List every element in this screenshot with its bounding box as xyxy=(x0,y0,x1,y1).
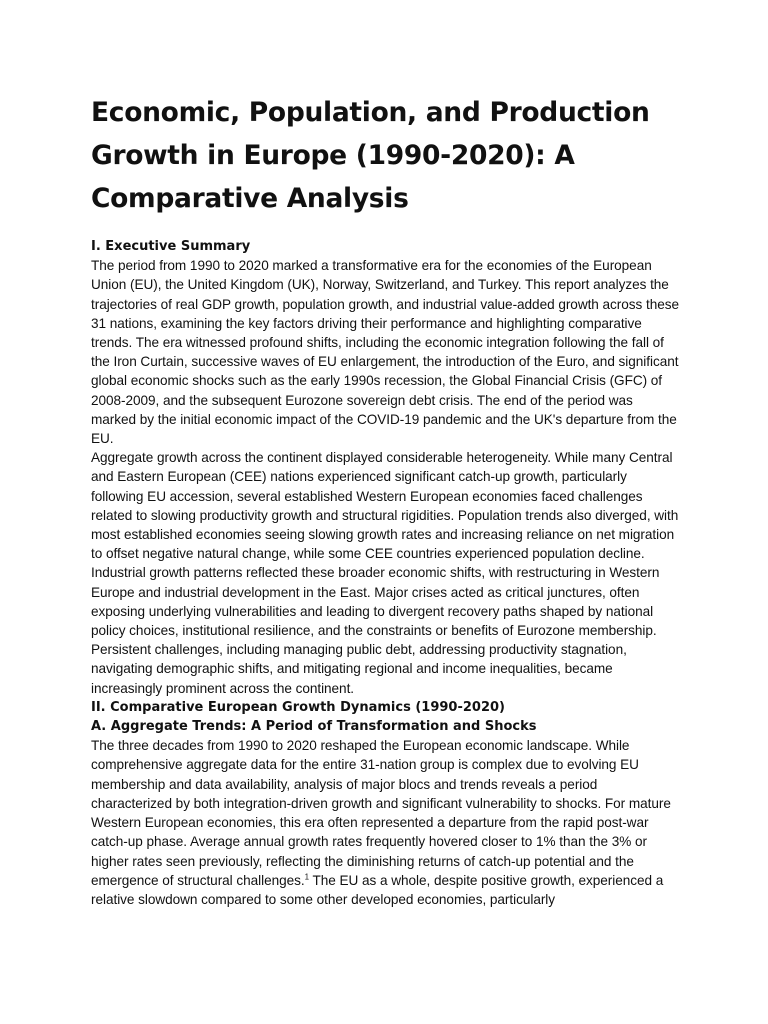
paragraph xyxy=(91,736,681,909)
document-title: Economic, Population, and Production Growth in Europe (1990-2020): A Comparative Analysis xyxy=(91,97,650,214)
paragraph: Aggregate growth across the continent displayed considerable heterogeneity. While many Central and Eastern European (CEE) nations experienced significant catch-up growth, particularly following EU accession, several established Western European economies faced challenges related to slowing productivity growth and structural rigidities. Population trends also diverged, with most established economies seeing slowing growth rates and increasing reliance on net migration to offset negative natural change, while some CEE countries experienced population decline. Industrial growth patterns reflected these broader economic shifts, with restructuring in Western Europe and industrial development in the East. Major crises acted as critical junctures, often exposing underlying vulnerabilities and leading to divergent recovery paths shaped by national policy choices, institutional resilience, and the constraints or benefits of Eurozone membership. Persistent challenges, including managing public debt, addressing productivity stagnation, navigating demographic shifts, and mitigating regional and income inequalities, became increasingly prominent across the continent. xyxy=(91,450,679,696)
section-heading-growth-dynamics: II. Comparative European Growth Dynamics (1990-2020) xyxy=(91,699,505,715)
paragraph-text: The EU as a whole, despite positive growth, experienced a relative slowdown compared to some other developed economies, particularly xyxy=(91,872,664,907)
paragraph-text: The three decades from 1990 to 2020 reshaped the European economic landscape. While comprehensive aggregate data for the entire 31-nation group is complex due to evolving EU membership and data availability, analysis of major blocs and trends reveals a period characterized by both integration-driven growth and significant vulnerability to shocks. For mature Western European economies, this era often represented a departure from the rapid post-war catch-up phase. Average annual growth rates frequently hovered closer to 1% than the 3% or higher rates seen previously, reflecting the diminishing returns of catch-up potential and the emergence of structural challenges. xyxy=(91,738,671,888)
section-heading-executive-summary: I. Executive Summary xyxy=(91,239,251,254)
subsection-heading-aggregate-trends: A. Aggregate Trends: A Period of Transformation and Shocks xyxy=(91,719,537,735)
paragraph: The period from 1990 to 2020 marked a transformative era for the economies of the European Union (EU), the United Kingdom (UK), Norway, Switzerland, and Turkey. This report analyzes the trajectories of real GDP growth, population growth, and industrial value-added growth across these 31 nations, examining the key factors driving their performance and highlighting comparative trends. The era witnessed profound shifts, including the economic integration following the fall of the Iron Curtain, successive waves of EU enlargement, the introduction of the Euro, and significant global economic shocks such as the early 1990s recession, the Global Financial Crisis (GFC) of 2008-2009, and the subsequent Eurozone sovereign debt crisis. The end of the period was marked by the initial economic impact of the COVID-19 pandemic and the UK's departure from the EU. xyxy=(91,258,680,447)
document-page xyxy=(91,91,681,909)
footnote-reference[interactable]: 1 xyxy=(304,872,310,882)
